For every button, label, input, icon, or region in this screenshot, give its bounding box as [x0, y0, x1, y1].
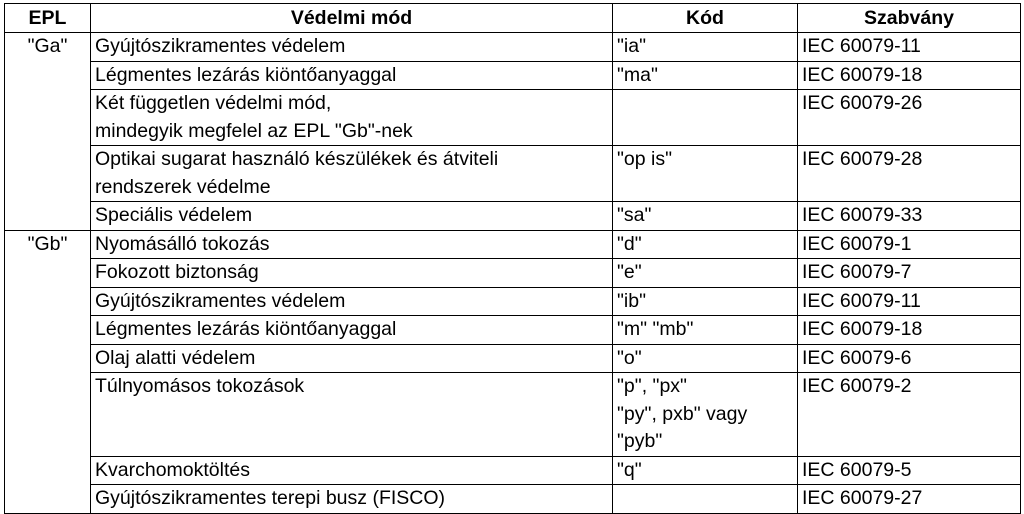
- epl-cell: "Gb": [5, 230, 91, 513]
- code-text: "d": [617, 232, 642, 255]
- code-text: "o": [617, 346, 642, 369]
- mode-cell: [91, 33, 613, 62]
- mode-text: Nyomásálló tokozás: [95, 232, 270, 255]
- code-text: "e": [617, 261, 642, 283]
- code-cell: [613, 259, 798, 288]
- standard-cell: IEC 60079-6: [798, 344, 1021, 373]
- code-cell: [613, 33, 798, 62]
- mode-cell: [91, 230, 613, 259]
- code-text: "ma": [617, 63, 658, 86]
- table-row: [5, 33, 1021, 62]
- code-text: "q": [617, 458, 642, 481]
- header-epl: EPL: [5, 4, 91, 33]
- standard-cell: IEC 60079-26: [798, 90, 1021, 146]
- mode-cell: [91, 316, 613, 345]
- mode-text: mindegyik megfelel az EPL "Gb"-nek: [95, 119, 413, 142]
- mode-text: Fokozott biztonság: [95, 261, 259, 283]
- table-row: [5, 373, 1021, 457]
- mode-text: Speciális védelem: [95, 204, 253, 226]
- code-text: "m" "mb": [617, 318, 694, 340]
- mode-cell: [91, 287, 613, 316]
- mode-text: Gyújtószikramentes védelem: [95, 289, 346, 312]
- mode-cell: [91, 344, 613, 373]
- epl-cell: "Ga": [5, 33, 91, 231]
- standard-cell: IEC 60079-11: [798, 33, 1021, 62]
- code-text: "ia": [617, 35, 647, 57]
- header-standard: Szabvány: [798, 4, 1021, 33]
- table-row: [5, 61, 1021, 90]
- code-text: "ib": [617, 289, 647, 312]
- table-row: [5, 259, 1021, 288]
- mode-text: Optikai sugarat használó készülékek és átviteli: [95, 148, 499, 170]
- code-cell: [613, 61, 798, 90]
- mode-text: Gyújtószikramentes védelem: [95, 35, 346, 57]
- standard-cell: IEC 60079-1: [798, 230, 1021, 259]
- code-cell: [613, 373, 798, 457]
- standard-cell: IEC 60079-2: [798, 373, 1021, 457]
- mode-text: Gyújtószikramentes terepi busz (FISCO): [95, 487, 446, 509]
- mode-cell: [91, 259, 613, 288]
- mode-text: Légmentes lezárás kiöntőanyaggal: [95, 318, 397, 340]
- header-code: Kód: [613, 4, 798, 33]
- table-row: [5, 146, 1021, 202]
- mode-text: Kvarchomoktöltés: [95, 458, 250, 481]
- mode-cell: [91, 146, 613, 202]
- protection-modes-table: [4, 3, 1021, 514]
- mode-text: rendszerek védelme: [95, 175, 271, 198]
- standard-cell: IEC 60079-18: [798, 61, 1021, 90]
- code-cell: [613, 344, 798, 373]
- table-row: [5, 344, 1021, 373]
- table-row: [5, 202, 1021, 231]
- mode-cell: [91, 373, 613, 457]
- standard-cell: IEC 60079-18: [798, 316, 1021, 345]
- table-row: [5, 230, 1021, 259]
- code-text: "py", pxb" vagy: [617, 402, 748, 425]
- code-cell: [613, 316, 798, 345]
- mode-text: Légmentes lezárás kiöntőanyaggal: [95, 63, 397, 86]
- standard-cell: IEC 60079-33: [798, 202, 1021, 231]
- standard-cell: IEC 60079-11: [798, 287, 1021, 316]
- mode-text: Olaj alatti védelem: [95, 346, 256, 369]
- mode-text: Túlnyomásos tokozások: [95, 375, 305, 397]
- header-row: [5, 4, 1021, 33]
- table-row: [5, 287, 1021, 316]
- mode-cell: [91, 456, 613, 485]
- code-cell: [613, 90, 798, 146]
- code-cell: [613, 456, 798, 485]
- standard-cell: IEC 60079-27: [798, 485, 1021, 514]
- code-cell: [613, 146, 798, 202]
- standard-cell: IEC 60079-5: [798, 456, 1021, 485]
- code-cell: [613, 230, 798, 259]
- code-text: "pyb": [617, 430, 663, 452]
- table-row: [5, 456, 1021, 485]
- mode-text: Két független védelmi mód,: [95, 92, 332, 114]
- code-text: "op is": [617, 148, 673, 170]
- mode-cell: [91, 61, 613, 90]
- standard-cell: IEC 60079-7: [798, 259, 1021, 288]
- table-row: [5, 316, 1021, 345]
- header-mode: Védelmi mód: [91, 4, 613, 33]
- table-body: [5, 33, 1021, 514]
- code-cell: [613, 202, 798, 231]
- table-row: [5, 90, 1021, 146]
- code-text: "p", "px": [617, 375, 687, 397]
- mode-cell: [91, 202, 613, 231]
- standard-cell: IEC 60079-28: [798, 146, 1021, 202]
- code-cell: [613, 287, 798, 316]
- mode-cell: [91, 90, 613, 146]
- code-text: "sa": [617, 204, 652, 226]
